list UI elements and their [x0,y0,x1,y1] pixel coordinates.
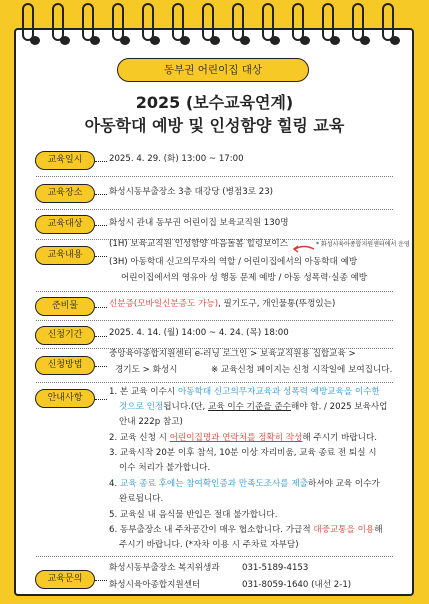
notice-item-2: 2. 교육 신청 시 어린이집명과 연락처를 정확히 작성해 주시기 바랍니다. [109,433,377,443]
contact-org-2: 화성시육아종합지원센터 [109,580,201,590]
target-value: 화성시 관내 동부권 어린이집 보육교직원 130명 [109,218,289,228]
date-label: 교육일시 [35,151,95,170]
place-value: 화성시동부출장소 3층 대강당 (병점3로 23) [109,187,274,197]
content-line-1: (1H) 보육교직원 인성함양 마음돌봄 힐링보이스 [109,239,288,249]
notice-item-4-line-1: 4. 교육 종료 후에는 참여확인증과 만족도조사를 제출하셔야 교육 이수가 [109,479,380,489]
title-line-1: 2025 (보수교육연계) [135,93,294,112]
method-line-2b: ※ 교육신청 페이지는 신청 시작일에 보여집니다. [211,365,393,375]
materials-label: 준비물 [35,297,95,316]
notice-item-3-line-1: 3. 교육시작 20분 이후 참석, 10분 이상 자리비움, 교육 종료 전 퇴실 시 [109,448,377,458]
date-value: 2025. 4. 29. (화) 13:00 ~ 17:00 [109,154,244,164]
spiral-binding [22,3,407,45]
content-line-3: 어린이집에서의 영유아 성 행동 문제 예방 / 아동 성폭력·실종 예방 [121,273,368,283]
materials-value [109,297,335,313]
period-value: 2025. 4. 14. (월) 14:00 ~ 4. 24. (목) 18:00 [109,328,289,338]
contact-label: 교육문의 [35,570,95,589]
materials-rest: , 필기도구, 개인물통(뚜껑있는) [218,299,336,309]
notice-item-3-line-2: 이수 처리가 불가합니다. [119,463,211,473]
target-label: 교육대상 [35,215,95,234]
notice-item-1-line-1: 1. 본 교육 이수시 아동학대 신고의무자교육과 성폭력 예방교육을 이수한 [109,387,380,397]
arrow-icon [292,244,316,254]
notice-item-6-line-2: 주시기 바랍니다. (*자차 이용 시 주차료 자부담) [119,540,299,550]
notice-item-6-line-1: 6. 동부출장소 내 주차공간이 매우 협소합니다. 가급적 대중교통을 이용해 [109,525,383,535]
notice-item-1-line-2: 것으로 인정됩니다.(단, 교육 이수 기준을 준수해야 함. / 2025 보육사업 [119,402,388,412]
notice-item-4-line-2: 완료됩니다. [119,494,164,504]
contact-phone-1: 031-5189-4153 [242,563,309,573]
notice-item-5: 5. 교육실 내 음식물 반입은 절대 불가합니다. [109,510,278,520]
content-line-2: (3H) 아동학대 신고의무자의 역할 / 어린이집에서의 아동학대 예방 [109,257,358,267]
method-line-1: 중앙육아종합지원센터 e-러닝 로그인 > 보육교직원용 집합교육 > [109,349,356,359]
content-note: * 화성시육아종합지원센터에서 운영 [316,241,410,248]
content-label: 교육내용 [35,246,95,265]
title-line-2: 아동학대 예방 및 인성함양 힐링 교육 [84,116,345,135]
contact-phone-2: 031-8059-1640 (내선 2-1) [242,580,352,590]
notice-label: 안내사항 [35,389,95,408]
materials-id-required: 신분증(모바일신분증도 가능) [109,299,219,309]
method-label: 신청방법 [35,356,95,375]
notice-item-1-line-3: 안내 222p 참고) [119,417,183,427]
audience-tag: 동부권 어린이집 대상 [117,58,309,82]
period-label: 신청기간 [35,326,95,345]
method-line-2a: 경기도 > 화성시 [115,365,178,375]
place-label: 교육장소 [35,184,95,203]
contact-org-1: 화성시동부출장소 복지위생과 [109,563,220,573]
